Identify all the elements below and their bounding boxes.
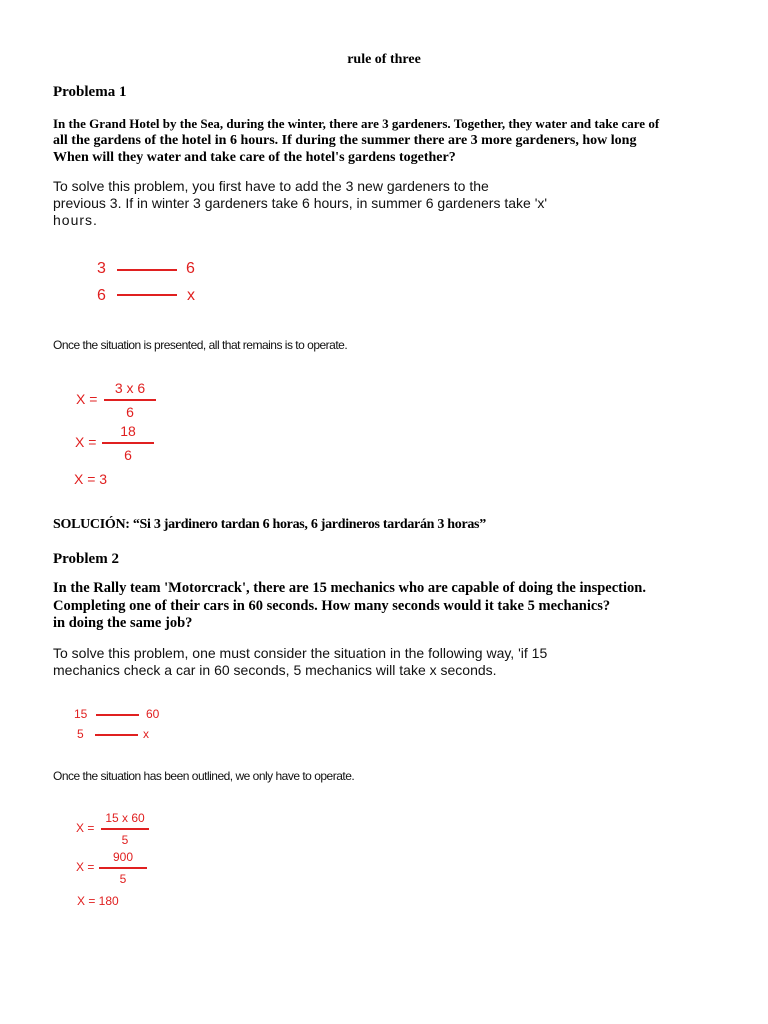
proportion-b: 60 — [146, 707, 160, 721]
fraction-bar — [101, 828, 149, 830]
problem-2-operate-note: Once the situation has been outlined, we only have to operate. — [53, 769, 355, 783]
explanation-line: To solve this problem, you first have to add the 3 new gardeners to the — [53, 178, 489, 194]
proportion-a: 15 — [74, 707, 88, 721]
proportion-a: 3 — [97, 260, 106, 277]
proportion-b: 6 — [186, 260, 195, 277]
problem-1-statement — [53, 115, 659, 166]
calc-numerator: 18 — [120, 423, 136, 439]
calc-numerator: 15 x 60 — [105, 811, 145, 825]
proportion-c: 5 — [77, 727, 84, 741]
calc-x-label: X = — [75, 434, 97, 450]
proportion-line — [117, 269, 177, 271]
statement-line: When will they water and take care of the hotel's gardens together? — [53, 150, 456, 165]
explanation-line: hours. — [53, 212, 98, 228]
document-title: rule of three — [347, 52, 421, 67]
statement-line: in doing the same job? — [53, 615, 193, 631]
calc-denominator: 6 — [124, 447, 132, 463]
explanation-line: To solve this problem, one must consider the situation in the following way, 'if 15 — [53, 645, 548, 661]
problem-1-operate-note: Once the situation is presented, all that remains is to operate. — [53, 338, 348, 352]
proportion-line — [96, 714, 139, 716]
proportion-line — [117, 294, 177, 296]
problem-2-heading: Problem 2 — [53, 551, 119, 567]
statement-line: all the gardens of the hotel in 6 hours. If during the summer there are 3 more gardeners, how long — [53, 133, 637, 148]
calc-numerator: 3 x 6 — [114, 380, 146, 396]
problem-2-explanation — [53, 645, 547, 679]
calc-numerator: 900 — [112, 850, 134, 864]
statement-line: In the Rally team 'Motorcrack', there are 15 mechanics who are capable of doing the inspection. — [53, 580, 646, 596]
proportion-c: 6 — [97, 287, 106, 304]
calc-result: X = 3 — [74, 471, 108, 487]
calc-denominator: 6 — [126, 404, 134, 420]
statement-line: In the Grand Hotel by the Sea, during the winter, there are 3 gardeners. Together, they water and take care of — [53, 116, 660, 131]
problem-2-statement — [53, 580, 646, 633]
calc-x-label: X = — [76, 821, 95, 835]
calc-result: X = 180 — [77, 894, 119, 908]
fraction-bar — [99, 867, 147, 869]
problem-1-heading: Problema 1 — [53, 84, 127, 100]
problem-1-solution: SOLUCIÓN: “Si 3 jardinero tardan 6 horas, 6 jardineros tardarán 3 horas” — [53, 517, 486, 532]
explanation-line: mechanics check a car in 60 seconds, 5 mechanics will take x seconds. — [53, 662, 497, 678]
proportion-line — [95, 734, 138, 736]
calc-denominator: 5 — [121, 833, 129, 847]
statement-line: Completing one of their cars in 60 seconds. How many seconds would it take 5 mechanics? — [53, 597, 611, 614]
fraction-bar — [104, 399, 156, 401]
proportion-d: x — [187, 287, 195, 304]
explanation-line: previous 3. If in winter 3 gardeners take 6 hours, in summer 6 gardeners take 'x' — [53, 195, 548, 211]
problem-1-explanation — [53, 178, 547, 229]
fraction-bar — [102, 442, 154, 444]
calc-x-label: X = — [76, 860, 95, 874]
calc-x-label: X = — [76, 391, 98, 407]
calc-denominator: 5 — [119, 872, 127, 886]
proportion-d: x — [143, 727, 149, 741]
